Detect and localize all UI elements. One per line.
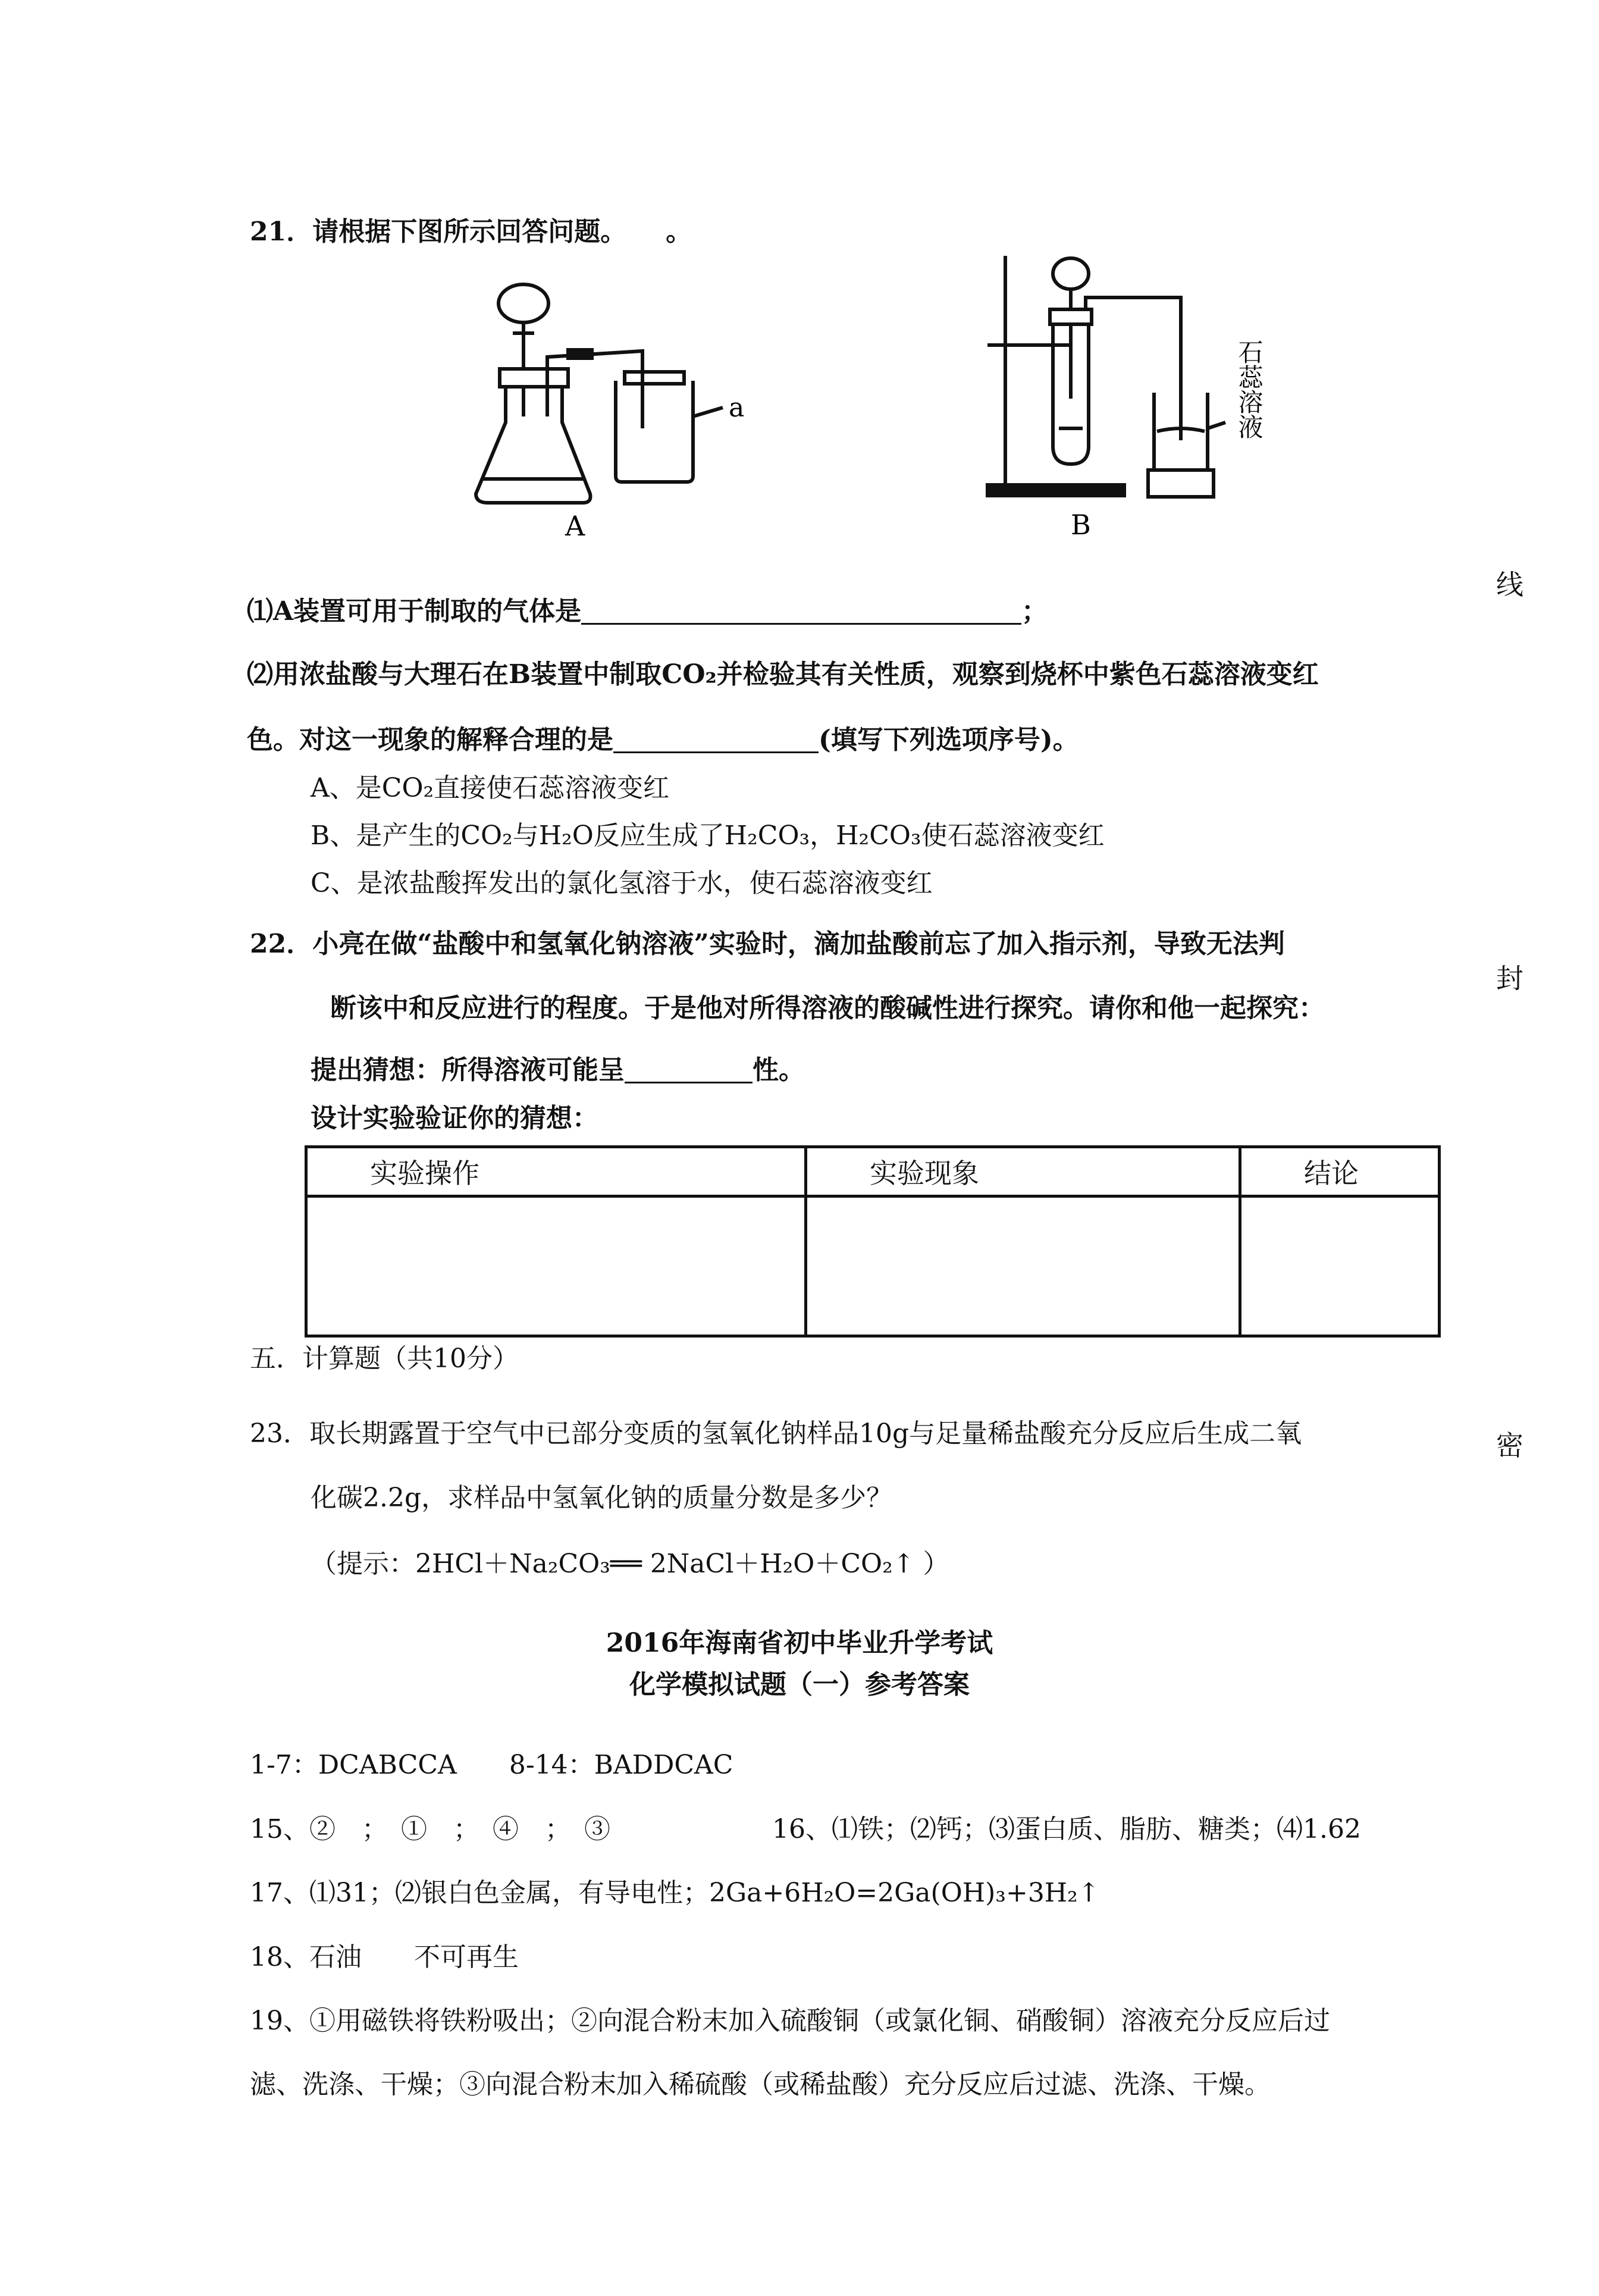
answer-blank-1[interactable] [581, 599, 1021, 625]
option-b: B、是产生的CO₂与H₂O反应生成了H₂CO₃，H₂CO₃使石蕊溶液变红 [311, 820, 1105, 851]
answer-1-14: 1-7：DCABCCA 8-14：BADDCAC [250, 1750, 733, 1780]
q21-stem: 21．请根据下图所示回答问题。 。 [250, 217, 692, 247]
answers-title-1: 2016年海南省初中毕业升学考试 [606, 1628, 993, 1658]
cell-phenomenon[interactable] [806, 1196, 1240, 1336]
figure-b-caption: B [1071, 509, 1091, 541]
q21-part1: ⑴A装置可用于制取的气体是 ； [247, 596, 1048, 627]
apparatus-a-figure [464, 274, 773, 541]
header-operation: 实验操作 [306, 1147, 806, 1196]
cell-conclusion[interactable] [1240, 1196, 1440, 1336]
q22-line2: 断该中和反应进行的程度。于是他对所得溶液的酸碱性进行探究。请你和他一起探究： [330, 993, 1325, 1023]
answer-15: 15、② ； ① ； ④ ； ③ [250, 1814, 610, 1844]
margin-mark-mi: 密 [1492, 1431, 1524, 1458]
q22-guess: 提出猜想：所得溶液可能呈 性。 [311, 1055, 805, 1085]
answer-19-line1: 19、①用磁铁将铁粉吸出；②向混合粉末加入硫酸铜（或氯化铜、硝酸铜）溶液充分反应后过 [250, 2006, 1330, 2036]
header-conclusion: 结论 [1240, 1147, 1440, 1196]
q23-line2: 化碳2.2g，求样品中氢氧化钠的质量分数是多少？ [311, 1483, 893, 1513]
option-a: A、是CO₂直接使石蕊溶液变红 [311, 773, 670, 803]
option-c: C、是浓盐酸挥发出的氯化氢溶于水，使石蕊溶液变红 [311, 868, 933, 898]
answers-title-2: 化学模拟试题（一）参考答案 [629, 1669, 970, 1700]
q21-part2-line1: ⑵用浓盐酸与大理石在B装置中制取CO₂并检验其有关性质，观察到烧杯中紫色石蕊溶液变红 [247, 659, 1319, 690]
experiment-table [305, 1145, 1441, 1337]
answer-16: 16、⑴铁；⑵钙；⑶蛋白质、脂肪、糖类；⑷1.62 [772, 1814, 1361, 1844]
answer-17: 17、⑴31；⑵银白色金属，有导电性；2Ga+6H₂O=2Ga(OH)₃+3H₂↑ [250, 1878, 1100, 1908]
header-phenomenon: 实验现象 [806, 1147, 1240, 1196]
pointer-a-label: a [729, 393, 745, 423]
q21-part2-line2: 色。对这一现象的解释合理的是 (填写下列选项序号)。 [247, 725, 1079, 755]
margin-mark-feng: 封 [1492, 964, 1524, 991]
litmus-label: 石蕊溶液 [1234, 339, 1264, 439]
cell-operation[interactable] [306, 1196, 806, 1336]
q23-line1: 23．取长期露置于空气中已部分变质的氢氧化钠样品10g与足量稀盐酸充分反应后生成二氧 [250, 1418, 1302, 1449]
answer-blank-2[interactable] [613, 728, 819, 753]
q22-design: 设计实验验证你的猜想： [311, 1103, 598, 1133]
apparatus-b-figure [976, 250, 1309, 547]
q23-hint: （提示：2HCl＋Na₂CO₃══ 2NaCl＋H₂O＋CO₂↑ ） [311, 1549, 949, 1579]
figure-a-caption: A [565, 510, 585, 541]
q22-line1: 22．小亮在做“盐酸中和氢氧化钠溶液”实验时，滴加盐酸前忘了加入指示剂，导致无法判 [250, 929, 1285, 959]
margin-mark-xian: 线 [1492, 570, 1524, 597]
answer-18: 18、石油 不可再生 [250, 1942, 519, 1972]
section-5-heading: 五．计算题（共10分） [250, 1343, 519, 1374]
answer-blank-3[interactable] [625, 1058, 753, 1083]
answer-19-line2: 滤、洗涤、干燥；③向混合粉末加入稀硫酸（或稀盐酸）充分反应后过滤、洗涤、干燥。 [250, 2069, 1271, 2100]
